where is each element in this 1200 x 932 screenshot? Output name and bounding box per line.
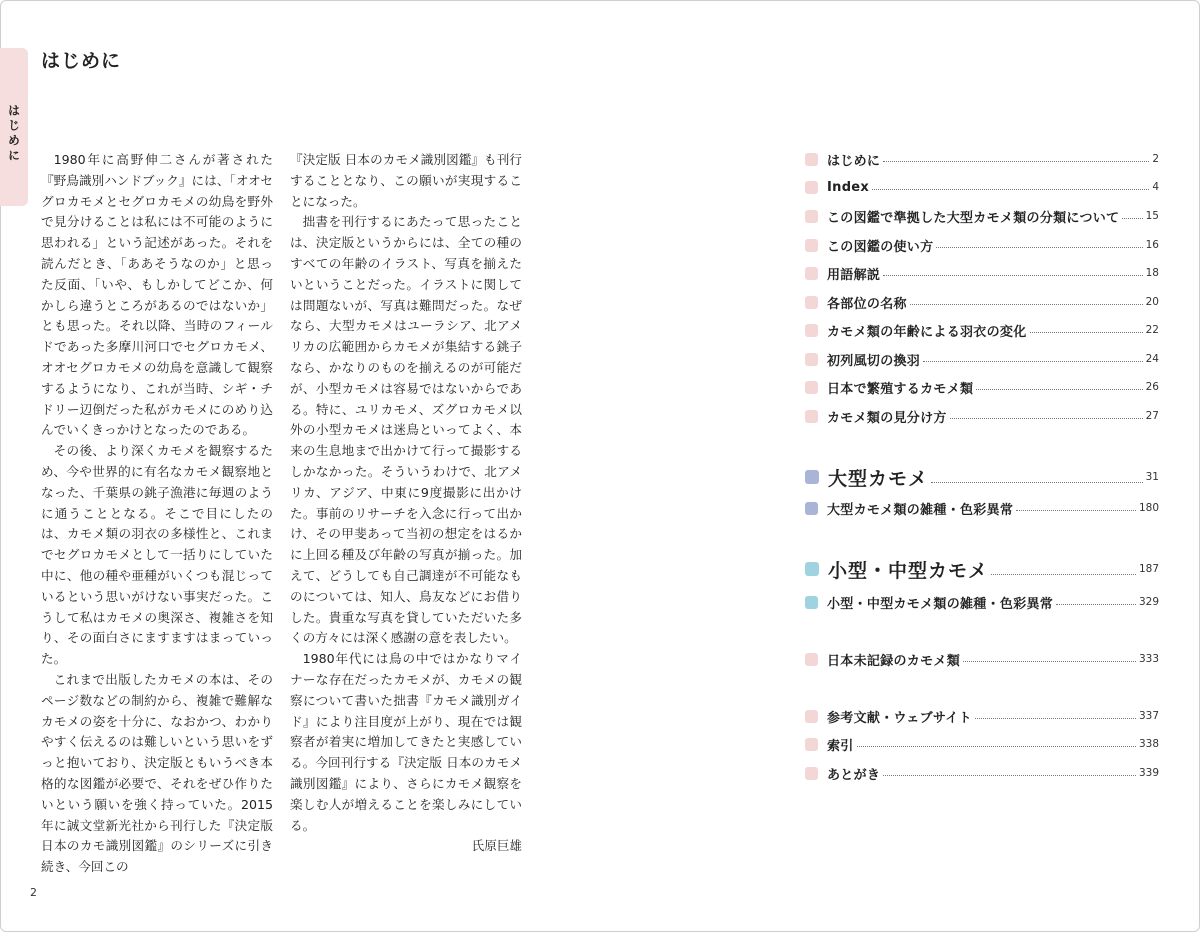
toc-leader [910,304,1143,305]
toc-label: Index [827,179,870,195]
text-column-left [41,150,273,878]
toc-page: 27 [1145,410,1159,422]
toc-leader [1122,218,1142,219]
toc-label: 索引 [827,738,854,754]
toc-leader [1030,332,1143,333]
toc-item[interactable] [805,233,1159,257]
toc-leader [872,189,1149,190]
toc-page: 187 [1138,563,1159,575]
toc-marker-icon [805,767,818,780]
paragraph: 『決定版 日本のカモメ識別図鑑』も刊行することとなり、この願いが実現することになった。 [290,152,522,209]
toc-page: 15 [1145,210,1159,222]
side-tab: はじめに [0,48,28,206]
toc-item[interactable] [805,404,1159,428]
toc-leader [991,574,1136,575]
toc-item[interactable] [805,590,1159,614]
toc-page: 338 [1138,738,1159,750]
toc-item[interactable] [805,375,1159,399]
text-column-right [290,150,522,857]
toc-label: カモメ類の年齢による羽衣の変化 [827,324,1027,340]
toc-item[interactable] [805,290,1159,314]
toc-leader [1016,510,1136,511]
toc-leader [1056,604,1136,605]
toc-marker-icon [805,153,818,166]
toc-page: 4 [1152,181,1159,193]
toc-page: 16 [1145,239,1159,251]
paragraph: 1980年に高野伸二さんが著された『野鳥識別ハンドブック』には、「オオセグロカモメとセグロカモメの幼鳥を野外で見分けることは私には不可能のように思われる」という記述があった。それを読んだとき、「ああそうなのか」と思った反面、「いや、もしかしてどこか、何かしら違うところがあるのではないか」とも思った。それ以降、当時のフィールドであった多摩川河口でセグロカモメ、オオセグロカモメの幼鳥を意識して観察するようになり、これが当時、シギ・チドリー辺倒だった私がカモメにのめり込んでいくきっかけとなったのである。 [41,152,273,438]
toc-leader [883,275,1142,276]
toc-page: 2 [1152,153,1159,165]
page-title: はじめに [41,50,122,72]
toc-marker-icon [805,596,818,609]
toc-leader [931,482,1143,483]
toc-marker-icon [805,653,818,666]
toc-item[interactable] [805,261,1159,285]
toc-page: 337 [1138,710,1159,722]
toc-marker-icon [805,410,818,423]
toc-item[interactable] [805,318,1159,342]
toc-label: あとがき [827,767,881,783]
toc-marker-icon [805,267,818,280]
toc-leader [976,389,1142,390]
toc-item[interactable] [805,147,1159,171]
author-signature: 氏原巨雄 [471,838,522,854]
toc-label: 各部位の名称 [827,296,907,312]
paragraph: その後、より深くカモメを観察するため、今や世界的に有名なカモメ観察地となった、千葉県の銚子漁港に毎週のように通うこととなる。そこで目にしたのは、カモメ類の羽衣の多様性と、これまでセグロカモメとして一括りにしていた中に、他の種や亜種がいくつも混じっているという思いがけない事実だった。こうして私はカモメの奥深さ、複雑さを知り、その面白さにますますはまっていった。 [41,443,273,667]
toc-page: 333 [1138,653,1159,665]
toc-leader [963,661,1136,662]
toc-marker-icon [805,470,819,484]
toc-leader [883,161,1149,162]
paragraph: これまで出版したカモメの本は、そのページ数などの制約から、複雑で難解なカモメの姿を十分に、なおかつ、わかりやすく伝えるのは難しいという思いをずっと抱いており、決定版ともいうべき本格的な図鑑が必要で、それをぜひ作りたいという願いを強く持っていた。2015年に誠文堂新光社から刊行した『決定版 日本のカモ識別図鑑』のシリーズに引き続き、今回この [41,671,273,875]
toc-page: 339 [1138,767,1159,779]
toc-label: この図鑑で準拠した大型カモメ類の分類について [827,210,1120,226]
toc-leader [975,718,1136,719]
toc-page: 24 [1145,353,1159,365]
toc-item-section[interactable] [805,462,1159,492]
toc-item[interactable] [805,647,1159,671]
toc-page: 31 [1145,471,1159,483]
toc-page: 329 [1138,596,1159,608]
toc-marker-icon [805,324,818,337]
toc-marker-icon [805,353,818,366]
toc-label: 小型・中型カモメ [828,559,989,582]
toc-marker-icon [805,181,818,194]
toc-item[interactable] [805,347,1159,371]
toc-item[interactable] [805,496,1159,520]
toc-leader [883,775,1136,776]
toc-page: 22 [1145,324,1159,336]
toc-label: 大型カモメ [828,467,929,490]
toc-marker-icon [805,562,819,576]
toc-marker-icon [805,239,818,252]
toc-leader [857,746,1136,747]
toc-label: 用語解説 [827,267,881,283]
toc-label: 小型・中型カモメ類の雑種・色彩異常 [827,596,1054,612]
toc-marker-icon [805,738,818,751]
toc-marker-icon [805,710,818,723]
toc-label: カモメ類の見分け方 [827,410,947,426]
toc-label: 日本で繁殖するカモメ類 [827,381,974,397]
toc-leader [923,361,1143,362]
toc-item[interactable] [805,175,1159,199]
toc-leader [936,247,1142,248]
paragraph: 拙書を刊行するにあたって思ったことは、決定版というからには、全ての種のすべての年齢のイラスト、写真を揃えたいということだった。イラストに関しては問題ないが、写真は難問だった。なぜなら、大型カモメはユーラシア、北アメリカの広範囲からカモメが集結する銚子なら、かなりのものを揃えるのが可能だが、小型カモメは容易ではないからである。特に、ユリカモメ、ズグロカモメ以外の小型カモメは迷鳥といってよく、本来の生息地まで出かけて行って撮影するしかなかった。そういうわけで、北アメリカ、アジア、中東に9度撮影に出かけた。事前のリサーチを入念に行って出かけ、その甲斐あって当初の想定をはるかに上回る種及び年齢の写真が揃った。加えて、どうしても自己調達が不可能なものについては、知人、鳥友などにお借りした。貴重な写真を貸していただいた多くの方々には深く感謝の意を表したい。 [290,214,522,646]
toc-item[interactable] [805,761,1159,785]
toc-marker-icon [805,502,818,515]
toc-item[interactable] [805,732,1159,756]
toc-marker-icon [805,210,818,223]
toc-marker-icon [805,296,818,309]
toc-item[interactable] [805,704,1159,728]
toc-page: 20 [1145,296,1159,308]
toc-label: はじめに [827,153,881,169]
toc-label: 参考文献・ウェブサイト [827,710,972,726]
paragraph: 1980年代には鳥の中ではかなりマイナーな存在だったカモメが、カモメの観察について書いた拙書『カモメ識別ガイド』により注目度が上がり、現在では観察者が着実に増加してきたと実感している。今回刊行する『決定版 日本のカモメ識別図鑑』により、さらにカモメ観察を楽しむ人が増えることを楽しみにしている。 [290,651,522,833]
toc-page: 180 [1138,502,1159,514]
toc-page: 18 [1145,267,1159,279]
toc-label: 日本未記録のカモメ類 [827,653,961,669]
toc-label: 初列風切の換羽 [827,353,921,369]
toc-label: この図鑑の使い方 [827,239,934,255]
toc-leader [950,418,1143,419]
toc-item[interactable] [805,204,1159,228]
toc-label: 大型カモメ類の雑種・色彩異常 [827,502,1014,518]
page-number: 2 [30,886,37,899]
toc-item-section[interactable] [805,554,1159,584]
toc-marker-icon [805,381,818,394]
toc-page: 26 [1145,381,1159,393]
